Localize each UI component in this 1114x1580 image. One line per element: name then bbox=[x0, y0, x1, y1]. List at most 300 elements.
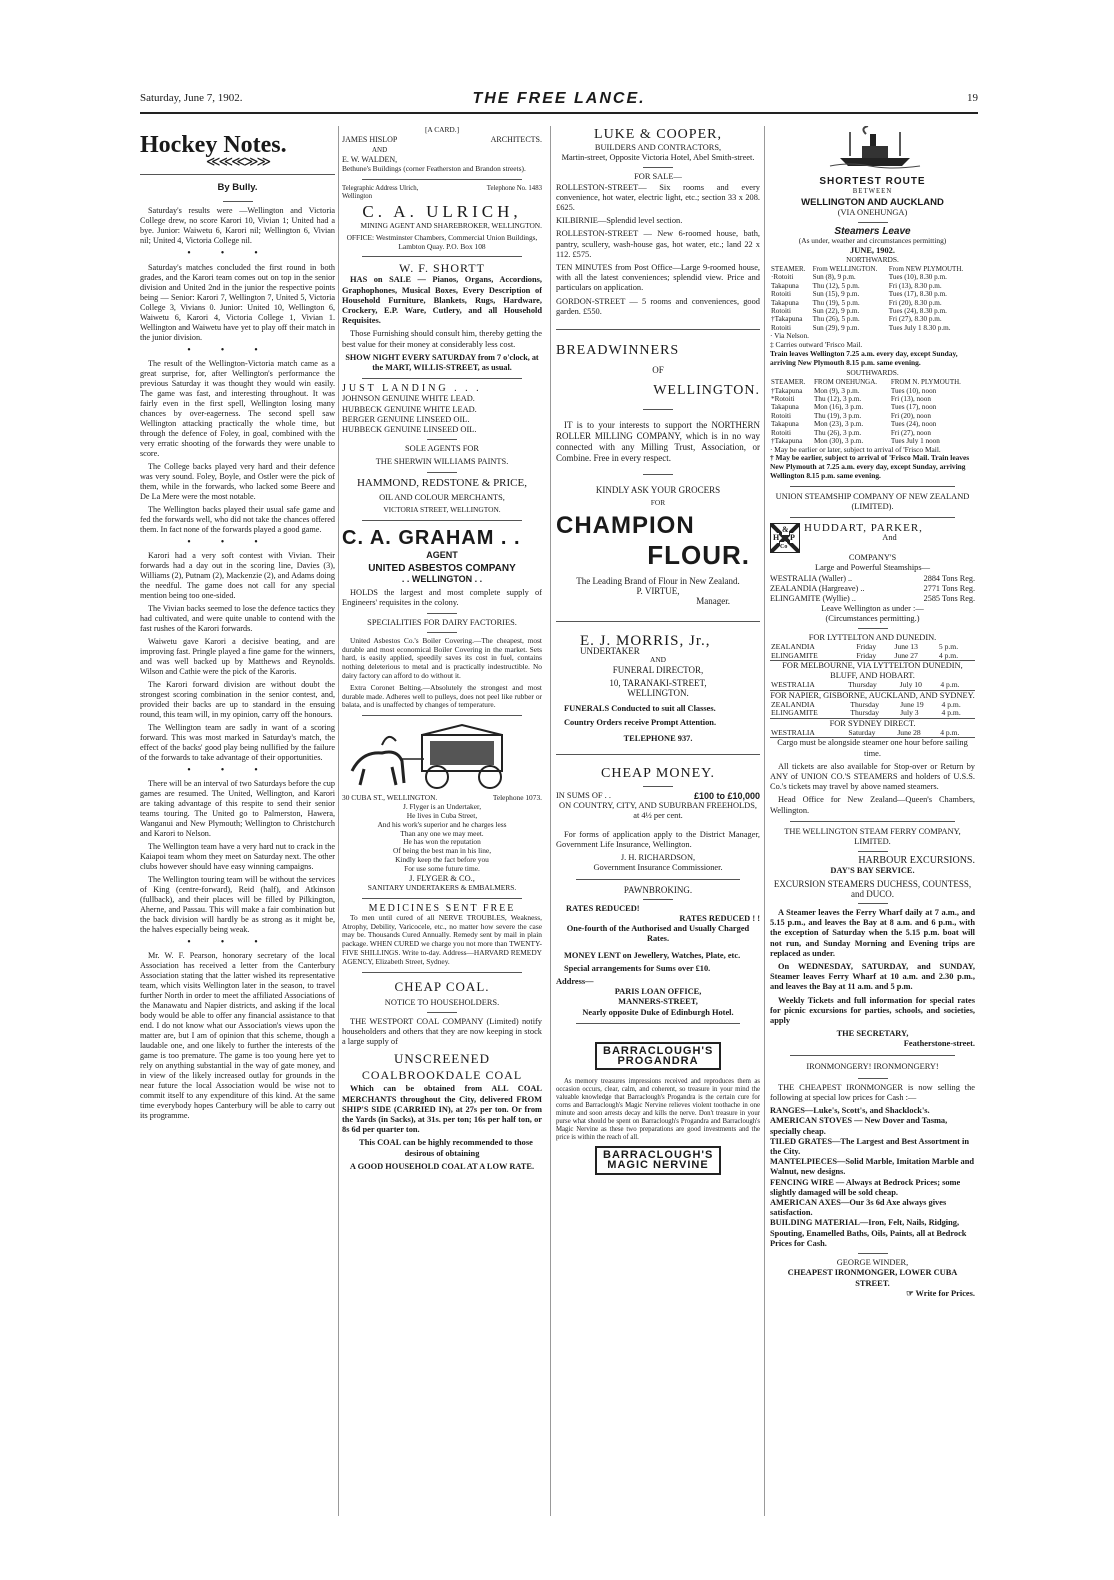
divider bbox=[643, 167, 673, 168]
steamers-leave: Steamers Leave bbox=[834, 226, 911, 238]
taranaki-street: 10, TARANAKI-STREET, bbox=[609, 678, 707, 689]
napier-table bbox=[770, 701, 975, 718]
list-item: AMERICAN AXES—Our 3s 6d Axe always gives satisfaction. bbox=[770, 1198, 947, 1218]
table-cell: Rotoiti bbox=[771, 307, 791, 316]
one-fourth: One-fourth of the Authorised and Usually Charged Rates. bbox=[566, 924, 750, 944]
south-note-2: † May be earlier, subject to arrival of 'Frisco Mail. Train leaves New Plymouth at 7.25 a.m. every day, except Sunday, arriving Wellington 8.15 p.m. same evening. bbox=[770, 453, 970, 480]
luke-role: BUILDERS AND CONTRACTORS, bbox=[594, 143, 722, 152]
tickets-note: All tickets are also available for Stop-over or Return by ANY of UNION CO.'S STEAMERS and holders of U.S.S. Co.'s tickets may travel by above named steamers. bbox=[770, 761, 975, 792]
richardson: J. H. RICHARDSON, bbox=[620, 853, 696, 863]
graham-agent: AGENT bbox=[426, 549, 458, 560]
table-row bbox=[770, 395, 975, 403]
flyger-role: SANITARY UNDERTAKERS & EMBALMERS. bbox=[367, 882, 517, 892]
table-row bbox=[770, 282, 975, 290]
table-row bbox=[770, 412, 975, 420]
divider bbox=[362, 179, 522, 180]
cargo-note: Cargo must be alongside steamer one hour before sailing time. bbox=[770, 737, 975, 758]
column-rule bbox=[550, 126, 551, 1516]
dot-separator-icon: ••• bbox=[187, 536, 288, 548]
table-cell: †Takapuna bbox=[771, 315, 803, 324]
banner-line: PROGANDRA bbox=[617, 1054, 699, 1067]
flour: FLOUR. bbox=[647, 540, 750, 571]
northwards: NORTHWARDS. bbox=[846, 255, 899, 265]
ulrich-phone: Telephone No. 1483 bbox=[486, 185, 542, 192]
coal-body: Which can be obtained from ALL COAL MERCHANTS throughout the City, delivered FROM SHIP'S SIDE (CARRIED IN), at 27s per ton. Or from the Yards (in Sacks), at 31s. per ton; 16s per half ton, or 8s 6d per quarter ton. bbox=[342, 1084, 542, 1135]
table-cell: Fri (13), noon bbox=[890, 395, 931, 404]
list-item: AMERICAN STOVES — New Dover and Tasma, specially cheap. bbox=[770, 1116, 948, 1136]
sale-item: TEN MINUTES from Post Office—Large 9-roomed house, with all the latest conveniences; splendid view. Price and particulars on application. bbox=[556, 263, 760, 293]
table-cell: Fri (20), noon bbox=[890, 411, 931, 420]
divider bbox=[643, 409, 673, 410]
sums-line bbox=[556, 791, 760, 801]
table-cell: Thu (26), 3 p.m. bbox=[814, 428, 862, 437]
hislop-and: AND bbox=[372, 146, 388, 154]
southwards-table bbox=[770, 378, 975, 445]
table-cell: Thu (19), 3 p.m. bbox=[814, 411, 862, 420]
hockey-paragraph: Mr. W. F. Pearson, honorary secretary of the local Association has received a letter from the Canterbury Association stating that the latter wished its representative team, which visits Wellington later in the season, to travel further North in order to meet the affiliated Associations of the Manawatu and Napier districts, and asking if the local body would be able to offer any financial assistance to that end. I do not know what our Association's views upon the matter are, but I am of opinion that this scheme, though a laudable one, and one likely to further the interests of the game is too premature. The game is too young here yet to rely on anything substantial in the way of gate money, and in view of the likely increased outlay for grounds in the near future the local Association would be wise not to commit itself to any expenditure of this kind. At the same time everybody hopes Canterbury will be able to carry out its programme. bbox=[140, 951, 335, 1121]
as-under: (As under, weather and circumstances permitting) bbox=[798, 236, 947, 246]
banner-line: BARRACLOUGH'S bbox=[603, 1149, 714, 1162]
table-cell: †Takapuna bbox=[771, 386, 803, 395]
divider bbox=[140, 174, 335, 175]
rates-reduced-1: RATES REDUCED! bbox=[566, 903, 640, 913]
sale-item: KILBIRNIE—Splendid level section. bbox=[556, 216, 683, 226]
list-item: FENCING WIRE — Always at Bedrock Prices; some slightly damaged will be sold cheap. bbox=[770, 1177, 961, 1197]
coal-title: CHEAP COAL. bbox=[394, 978, 490, 994]
lead-item: JOHNSON GENUINE WHITE LEAD. bbox=[342, 394, 475, 404]
divider bbox=[556, 621, 760, 622]
table-cell: Fri (13), 8.30 p.m. bbox=[888, 281, 942, 290]
unscreened: UNSCREENED bbox=[394, 1051, 490, 1067]
rates-reduced-2: RATES REDUCED ! ! bbox=[679, 913, 760, 923]
verse-line: For use some future time. bbox=[404, 863, 480, 873]
verse-line: He has won the reputation bbox=[403, 837, 481, 847]
divider bbox=[858, 628, 888, 629]
table-cell: Rotoiti bbox=[771, 428, 791, 437]
sherwin-paints: THE SHERWIN WILLIAMS PAINTS. bbox=[375, 457, 509, 467]
hockey-paragraph: The Wellington team have a very hard nut to crack in the Kaiapoi team whom they meet on Saturday next. The other clubs however should have easy winning campaigns. bbox=[140, 842, 335, 872]
divider bbox=[643, 474, 673, 475]
table-cell: Fri (27), 8.30 p.m. bbox=[888, 315, 942, 324]
table-cell: Sun (29), 9 p.m. bbox=[812, 323, 860, 332]
funerals: FUNERALS Conducted to suit all Classes. bbox=[564, 704, 716, 714]
forms-body: For forms of application apply to the District Manager, Government Life Insurance, Wellington. bbox=[556, 829, 760, 849]
table-row bbox=[770, 290, 975, 298]
advertisements-column-4 bbox=[770, 126, 975, 1526]
virtue: P. VIRTUE, bbox=[636, 586, 680, 597]
lead-item: BERGER GENUINE LINSEED OIL. bbox=[342, 414, 470, 424]
leave-wellington: Leave Wellington as under :— bbox=[821, 603, 924, 613]
verse-line: And his work's superior and he charges less bbox=[377, 819, 507, 829]
money-lent: MONEY LENT on Jewellery, Watches, Plate, etc. bbox=[564, 950, 741, 960]
hockey-paragraph: The Wellington touring team will be without the services of King (centre-forward), Reid (half), and Atkinson (fullback), and their places will be filled by Pilkington, Aherne, and Passau. This will make a fair combination but the back division will hardly be as strong as it might be, the halves especially being weak. bbox=[140, 875, 335, 935]
table-cell: Sun (15), 9 p.m. bbox=[812, 290, 860, 299]
masthead-title: THE FREE LANCE. bbox=[472, 90, 646, 107]
hammond-name: HAMMOND, REDSTONE & PRICE, bbox=[356, 476, 527, 489]
table-cell: Tues (17), 8.30 p.m. bbox=[888, 290, 947, 299]
ferry-company: THE WELLINGTON STEAM FERRY COMPANY, LIMITED. bbox=[784, 826, 961, 846]
table-header: From NEW PLYMOUTH. bbox=[888, 265, 964, 274]
lyttelton-table bbox=[770, 643, 975, 660]
swash-ornament-icon: ≪≪≪≫≫ bbox=[205, 155, 270, 170]
divider bbox=[427, 613, 457, 614]
table-cell: Mon (30), 3 p.m. bbox=[814, 437, 864, 446]
large-powerful: Large and Powerful Steamships— bbox=[815, 563, 930, 573]
sale-list bbox=[556, 183, 760, 317]
hockey-paragraph: Karori had a very soft contest with Vivian. Their forwards had a day out in the scoring line, Davies (3), Williams (2), Putnam (2), Mackenzie (2), and Adams doing the needful. The game does not call for any special mention being too one-sided. bbox=[140, 551, 335, 601]
sums-label: IN SUMS OF . . bbox=[556, 791, 611, 801]
southwards: SOUTHWARDS. bbox=[846, 368, 899, 378]
ulrich-telegraph: Telegraphic Address Ulrich, Wellington bbox=[342, 185, 419, 200]
dot-separator-icon: ••• bbox=[187, 344, 288, 356]
divider bbox=[858, 222, 888, 223]
dot-separator-icon: ••• bbox=[187, 248, 288, 260]
table-cell: Thu (12), 3 p.m. bbox=[814, 395, 862, 404]
dot-separator-icon: ••• bbox=[187, 765, 288, 777]
medicines-title: MEDICINES SENT FREE bbox=[368, 902, 516, 914]
hockey-notes-column bbox=[140, 126, 335, 1518]
table-cell: Sun (8), 9 p.m. bbox=[812, 273, 856, 282]
card-label: [A CARD.] bbox=[424, 126, 460, 134]
hockey-paragraph: The result of the Wellington-Victoria match came as a great surprise, for, after Wellington's performance the previous Saturday it was thought they would win easily. The game was fast, and interesting throughout. It was fairly even in the first spell, Wellington losing many chances by over-eagerness. The second spell saw Wellington attacking practically the whole time, but through the defence of Foley, in goal, combined with the very erratic shooting of the forwards they were unable to score. bbox=[140, 358, 335, 458]
table-row bbox=[770, 387, 975, 395]
divider bbox=[858, 851, 888, 852]
table-cell: Tues (24), 8.30 p.m. bbox=[888, 307, 947, 316]
commissioner: Government Insurance Commissioner. bbox=[593, 863, 723, 873]
loan-rate: at 4½ per cent. bbox=[633, 811, 683, 821]
roller-body: IT is to your interests to support the NORTHERN ROLLER MILLING COMPANY, which is in no way connected with any Milling Trust, Association, or Combine. Free in every respect. bbox=[556, 420, 760, 464]
coal-notice: NOTICE TO HOUSEHOLDERS. bbox=[384, 997, 500, 1007]
union-steamship: UNION STEAMSHIP COMPANY OF NEW ZEALAND (LIMITED). bbox=[775, 491, 970, 511]
banner-line: BARRACLOUGH'S bbox=[603, 1044, 714, 1057]
table-cell: Takapuna bbox=[771, 420, 799, 429]
harbour-excursions: HARBOUR EXCURSIONS. bbox=[858, 855, 975, 867]
breadwinners-of: OF bbox=[652, 365, 664, 376]
divider bbox=[858, 903, 888, 904]
divider bbox=[576, 1023, 740, 1024]
excursion-steamers: EXCURSION STEAMERS DUCHESS, COUNTESS, and DUCO. bbox=[773, 878, 972, 899]
table-cell: Mon (23), 3 p.m. bbox=[814, 420, 864, 429]
address-label: Address— bbox=[556, 976, 594, 986]
table-cell: Sun (22), 9 p.m. bbox=[812, 307, 860, 316]
melbourne-table bbox=[770, 681, 975, 689]
divider bbox=[427, 1012, 457, 1013]
table-cell: Mon (9), 3 p.m. bbox=[814, 386, 860, 395]
verse-line: He lives in Cuba Street, bbox=[406, 811, 478, 821]
divider bbox=[427, 439, 457, 440]
table-row: WESTRALIA Saturday June 28 4 p.m. bbox=[771, 727, 960, 737]
table-row bbox=[770, 429, 975, 437]
table-cell: Fri (20), 8.30 p.m. bbox=[888, 298, 942, 307]
table-cell: Rotoiti bbox=[771, 290, 791, 299]
graham-name: C. A. GRAHAM . . bbox=[342, 526, 521, 549]
pawnbroking: PAWNBROKING. bbox=[623, 884, 693, 895]
morris-city: WELLINGTON. bbox=[627, 688, 689, 699]
table-cell: Takapuna bbox=[771, 281, 799, 290]
shortt-name: W. F. SHORTT bbox=[399, 261, 485, 276]
flyger-address: 30 CUBA ST., WELLINGTON. bbox=[342, 793, 438, 803]
oil-colour: OIL AND COLOUR MERCHANTS, bbox=[379, 492, 505, 502]
table-row: ZEALANDIA Friday June 13 5 p.m. bbox=[771, 642, 959, 652]
divider bbox=[858, 1253, 888, 1254]
paris-loan: PARIS LOAN OFFICE, bbox=[614, 987, 702, 997]
table-cell: *Rotoiti bbox=[771, 395, 795, 404]
table-row: ELINGAMITE Friday June 27 4 p.m. bbox=[771, 650, 959, 660]
northwards-table bbox=[770, 265, 975, 332]
just-landing: JUST LANDING . . . bbox=[342, 383, 482, 395]
table-cell: †Takapuna bbox=[771, 437, 803, 446]
funeral-director: FUNERAL DIRECTOR, bbox=[612, 664, 704, 675]
huddart-header bbox=[770, 523, 975, 553]
kindly-ask: KINDLY ASK YOUR GROCERS bbox=[595, 485, 721, 496]
divider bbox=[362, 898, 522, 899]
masthead-date: Saturday, June 7, 1902. bbox=[140, 92, 243, 104]
breadwinners: BREADWINNERS bbox=[556, 343, 680, 359]
divider bbox=[362, 256, 522, 257]
sale-item: ROLLESTON-STREET— Six rooms and every convenience, hot water, electric light, etc.; section 33 x 208. £625. bbox=[556, 182, 760, 213]
via-onehunga: (VIA ONEHUNGA) bbox=[837, 207, 908, 217]
winder-role: CHEAPEST IRONMONGER, LOWER CUBA STREET. bbox=[787, 1268, 958, 1288]
ulrich-office: OFFICE: Westminster Chambers, Commercial Union Buildings, Lambton Quay. P.O. Box 108 bbox=[346, 232, 538, 251]
luke-address: Martin-street, Opposite Victoria Hotel, Abel Smith-street. bbox=[561, 153, 755, 163]
divider bbox=[790, 821, 955, 822]
divider bbox=[643, 786, 673, 787]
steamship-illustration-icon bbox=[770, 126, 975, 170]
weekly-tickets: Weekly Tickets and full information for special rates for picnic excursions for parties, schools, and societies, apply bbox=[770, 995, 975, 1026]
ulrich-contact bbox=[342, 185, 542, 201]
asbestos-company: UNITED ASBESTOS COMPANY bbox=[368, 562, 516, 574]
verse-line: J. Flyger is an Undertaker, bbox=[402, 802, 482, 812]
hockey-paragraph: The Wellington backs played their usual safe game and fed the forwards well, who did not take the chances offered them. In fact none of the forwards played a good game. bbox=[140, 504, 335, 534]
divider bbox=[643, 899, 673, 900]
divider bbox=[556, 754, 760, 755]
train-note: Train leaves Wellington 7.25 a.m. every day, except Sunday, arriving New Plymouth 8.15 p.m. same evening. bbox=[770, 348, 958, 367]
lyttelton-head: FOR LYTTELTON AND DUNEDIN. bbox=[808, 632, 937, 642]
divider bbox=[790, 486, 955, 487]
route: WELLINGTON AND AUCKLAND bbox=[801, 196, 944, 208]
dot-separator-icon: ••• bbox=[187, 937, 288, 949]
table-row bbox=[770, 273, 975, 281]
head-office: Head Office for New Zealand—Queen's Chambers, Wellington. bbox=[770, 795, 975, 815]
divider bbox=[576, 879, 740, 880]
flyger-phone: Telephone 1073. bbox=[492, 793, 542, 803]
hockey-paragraph: The Karori forward division are without doubt the strongest scoring combination in the senior contest, and, provided their backs are up to standard in the ensuing round, this team will, in my opinion, carry off the honours. bbox=[140, 680, 335, 720]
coalbrookdale: COALBROOKDALE COAL bbox=[361, 1068, 523, 1083]
barraclough-progandra-banner bbox=[595, 1042, 721, 1070]
freeholds: ON COUNTRY, CITY, AND SUBURBAN FREEHOLDS, bbox=[559, 801, 757, 811]
masthead bbox=[140, 90, 978, 114]
for-sale: FOR SALE— bbox=[634, 172, 682, 182]
dairy-specialities: SPECIALITIES FOR DAIRY FACTORIES. bbox=[367, 617, 517, 627]
table-header: STEAMER. bbox=[771, 265, 806, 274]
table-cell: Thu (12), 5 p.m. bbox=[812, 281, 860, 290]
coal-good: A GOOD HOUSEHOLD COAL AT A LOW RATE. bbox=[349, 1161, 535, 1171]
sydney-table bbox=[770, 729, 975, 737]
advertisements-column-2 bbox=[342, 126, 542, 1526]
loan-amount: £100 to £10,000 bbox=[693, 791, 760, 802]
undertaker: UNDERTAKER bbox=[580, 645, 640, 656]
table-header: From WELLINGTON. bbox=[812, 265, 878, 274]
hislop-ad bbox=[342, 135, 542, 145]
morris-name: E. J. MORRIS, Jr., bbox=[580, 632, 711, 649]
sole-agents: SOLE AGENTS FOR bbox=[405, 444, 479, 454]
write-for-prices: ☞ Write for Prices. bbox=[906, 1288, 975, 1298]
carries-mail: ‡ Carries outward 'Frisco Mail. bbox=[770, 340, 863, 350]
divider bbox=[362, 715, 522, 716]
page-number: 19 bbox=[967, 92, 978, 104]
divider bbox=[427, 632, 457, 633]
table-cell: Tues (10), noon bbox=[890, 386, 937, 395]
table-header: FROM N. PLYMOUTH. bbox=[890, 378, 961, 387]
table-cell: Thu (26), 5 p.m. bbox=[812, 315, 860, 324]
sale-item: GORDON-STREET — 5 rooms and conveniences, good garden. £550. bbox=[556, 296, 760, 316]
companys: COMPANY'S bbox=[848, 553, 897, 563]
barraclough-nervine-banner bbox=[595, 1146, 721, 1174]
verse-line: Than any one we may meet. bbox=[400, 828, 484, 838]
list-item: MANTELPIECES—Solid Marble, Imitation Marble and Walnut, new designs. bbox=[770, 1157, 975, 1177]
table-cell: Rotoiti bbox=[771, 323, 791, 332]
hockey-paragraph: The College backs played very hard and their defence was very sound. Foley, Boyle, and Ostler were the pick of them, while in the forwards, who lacked some Beere and De La Mere were the most notable. bbox=[140, 461, 335, 501]
boiler-body: United Asbestos Co.'s Boiler Covering.—The cheapest, most durable and most economical Boiler Covering in the market. Sets hard, is easily applied, speedily saves its cost in fuel, contains nothing deleterious to metal and is practically indestructible. No dairy factory can afford to do without it. bbox=[342, 635, 542, 681]
hockey-paragraph: Waiwetu gave Karori a decisive beating, and are improving fast. Pringle played a fine game for the winners, and was well backed up by Matthews and Reynolds. Wilson and Cathie were the pick of the Karoris. bbox=[140, 637, 335, 677]
table-row: WESTRALIA Thursday July 10 4 p.m. bbox=[771, 680, 960, 690]
cheap-money: CHEAP MONEY. bbox=[601, 766, 715, 782]
table-header: FROM ONEHUNGA. bbox=[814, 378, 878, 387]
divider bbox=[858, 1078, 888, 1079]
ironmongery-intro: THE CHEAPEST IRONMONGER is now selling the following at special low prices for Cash :— bbox=[770, 1082, 975, 1103]
ironmongery-list bbox=[770, 1106, 975, 1249]
divider bbox=[223, 201, 253, 202]
column-rule bbox=[338, 126, 339, 1516]
divider bbox=[362, 520, 522, 521]
huddart-name: HUDDART, PARKER, bbox=[804, 523, 923, 535]
featherstone: Featherstone-street. bbox=[903, 1039, 975, 1049]
westport-body: THE WESTPORT COAL COMPANY (Limited) notify householders and others that they are now keeping in stock a large supply of bbox=[342, 1016, 542, 1047]
table-cell: Thu (19), 5 p.m. bbox=[812, 298, 860, 307]
table-cell: Tues (10), 8.30 p.m. bbox=[888, 273, 947, 282]
circumstances: (Circumstances permitting.) bbox=[825, 613, 920, 623]
breadwinners-wellington: WELLINGTON. bbox=[653, 383, 760, 399]
huddart-parker-flag-icon: H & P Co bbox=[770, 523, 800, 553]
coronet-body: Extra Coronet Belting.—Absolutely the strongest and most durable made. Adheres well to pulleys, does not peel like rubber or balata, and is unaffected by changes of temperature. bbox=[342, 682, 542, 710]
for-label: FOR bbox=[650, 498, 666, 508]
champion: CHAMPION bbox=[556, 512, 695, 540]
shortt-body-2: Those Furnishing should consult him, thereby getting the best value for their money at considerably less cost. bbox=[342, 329, 542, 349]
walden-name: E. W. WALDEN, bbox=[342, 155, 398, 165]
verse-line: Kindly keep the fact before you bbox=[395, 855, 489, 865]
divider bbox=[790, 517, 955, 518]
days-bay: DAY'S BAY SERVICE. bbox=[830, 866, 915, 876]
table-cell: Tues July 1 8.30 p.m. bbox=[888, 323, 951, 332]
hearse-illustration-icon bbox=[342, 721, 542, 791]
hislop-role: ARCHITECTS. bbox=[490, 134, 542, 144]
holds-body: HOLDS the largest and most complete supply of Engineers' requisites in the colony. bbox=[342, 588, 542, 608]
table-row: ZEALANDIA Thursday June 19 4 p.m. bbox=[771, 699, 961, 709]
banner-line: MAGIC NERVINE bbox=[607, 1159, 709, 1172]
luke-cooper: LUKE & COOPER, bbox=[594, 127, 722, 142]
table-cell: ·Rotoiti bbox=[771, 273, 794, 282]
table-cell: Takapuna bbox=[771, 298, 799, 307]
coal-recommend: This COAL can be highly recommended to those desirous of obtaining bbox=[359, 1138, 533, 1158]
list-item: RANGES—Luke's, Scott's, and Shacklock's. bbox=[770, 1106, 930, 1116]
hockey-paragraph: The Vivian backs seemed to lose the defence tactics they had cultivated, and were quite unable to contend with the fast rushes of the Karori forwards. bbox=[140, 604, 335, 634]
divider bbox=[362, 378, 522, 379]
divider bbox=[790, 1055, 955, 1056]
table-cell: Tues July 1 noon bbox=[890, 437, 940, 446]
victoria-street: VICTORIA STREET, WELLINGTON. bbox=[383, 504, 501, 514]
manners-street: MANNERS-STREET, bbox=[618, 997, 698, 1007]
advertisements-column-3 bbox=[556, 126, 760, 1526]
walden-address: Bethune's Buildings (corner Featherston and Brandon streets). bbox=[342, 164, 526, 174]
hockey-paragraph: Saturday's matches concluded the first round in both grades, and the Karori team comes out on top in the senior division and United 2nd in the junior the respective points being — Senior: Karori 7, Wellington 7, United 5, Victoria College 3, Vivians 0. Junior: United 10, Wellington 6, Waiwetu 6, Karori 4, Victoria College 1, Vivian 1. Wellington and Waiwetu have yet to play off their match in the junior division. bbox=[140, 262, 335, 342]
ironmongery-head: IRONMONGERY! IRONMONGERY! bbox=[806, 1061, 939, 1071]
sydney-head: FOR SYDNEY DIRECT. bbox=[770, 718, 975, 729]
lead-item: HUBBECK GENUINE LINSEED OIL. bbox=[342, 425, 477, 435]
ulrich-role: MINING AGENT AND SHAREBROKER, WELLINGTON. bbox=[360, 221, 542, 230]
hockey-paragraph: There will be an interval of two Saturdays before the cup games are resumed. The United, Wellington, and Karori are taking advantage of this respite to send their senior teams touring. The United go to Palmerston, Hawera, Wanganui and New Plymouth; Wellington to Christchurch and Karori to Nelson. bbox=[140, 779, 335, 839]
table-cell: Takapuna bbox=[771, 403, 799, 412]
divider bbox=[427, 472, 457, 473]
table-cell: Mon (16), 3 p.m. bbox=[814, 403, 864, 412]
melbourne-head: FOR MELBOURNE, VIA LYTTELTON DUNEDIN, BLUFF, AND HOBART. bbox=[770, 660, 975, 681]
winder-name: GEORGE WINDER, bbox=[836, 1258, 909, 1268]
table-cell: Tues (17), noon bbox=[890, 403, 937, 412]
ship-row: ZEALANDIA (Hargreave) .. 2771 Tons Reg. bbox=[770, 583, 975, 593]
shortt-body: HAS on SALE — Pianos, Organs, Accordions, Graphophones, Musical Boxes, Every Description of Household Furniture, Blankets, Rugs, Hardware, Crockery, E.P. Ware, Cutlery, and all Household Requisites. bbox=[342, 275, 542, 326]
shortest-route: SHORTEST ROUTE bbox=[819, 176, 926, 188]
table-cell: Rotoiti bbox=[771, 411, 791, 420]
table-cell: Tues (24), noon bbox=[890, 420, 937, 429]
lead-item: HUBBECK GENUINE WHITE LEAD. bbox=[342, 404, 477, 414]
country-orders: Country Orders receive Prompt Attention. bbox=[564, 717, 717, 727]
table-row bbox=[770, 420, 975, 428]
huddart-and: And bbox=[882, 533, 897, 543]
lead-list bbox=[342, 394, 542, 435]
and-label: AND bbox=[649, 655, 666, 665]
flyger-name: J. FLYGER & CO., bbox=[409, 873, 475, 883]
steamer-body: A Steamer leaves the Ferry Wharf daily at 7 a.m., and 5.15 p.m., and leaves the Bay at 8 a.m. and 6 p.m., with the exception of Saturday when the 5.15 p.m. boat will not run, and Sunday Morning and Evening trips are replaced as under. bbox=[770, 908, 975, 958]
manager: Manager. bbox=[696, 596, 730, 607]
show-night: SHOW NIGHT EVERY SATURDAY from 7 o'clock, at the MART, WILLIS-STREET, as usual. bbox=[345, 352, 539, 373]
table-row bbox=[770, 403, 975, 411]
leading-brand: The Leading Brand of Flour in New Zealand. bbox=[576, 576, 740, 587]
table-row bbox=[770, 307, 975, 315]
ship-row: ELINGAMITE (Wyllie) .. 2585 Tons Reg. bbox=[770, 593, 975, 603]
list-item: BUILDING MATERIAL—Iron, Felt, Nails, Ridging, Spouting, Enamelled Baths, Oils, Paints, all at Bedrock Prices for Cash. bbox=[770, 1218, 967, 1248]
hockey-paragraph: The Wellington team are sadly in want of a scoring forward. This was most marked in Saturday's match, the effect of the backs' good play being nullified by the failure of the forwards to take advantage of their opportunities. bbox=[140, 723, 335, 763]
table-cell: Fri (27), noon bbox=[890, 428, 931, 437]
ulrich-name: C. A. ULRICH, bbox=[362, 202, 522, 221]
napier-head: FOR NAPIER, GISBORNE, AUCKLAND, AND SYDNEY. bbox=[770, 690, 975, 700]
sale-item: ROLLESTON-STREET — New 6-roomed house, bath, pantry, scullery, wash-house gas, hot water, etc.; land 22 x 112. £575. bbox=[556, 229, 760, 259]
table-row bbox=[770, 299, 975, 307]
table-row: ELINGAMITE Thursday July 3 4 p.m. bbox=[771, 708, 961, 718]
hockey-title: Hockey Notes. bbox=[140, 132, 287, 158]
via-nelson: · Via Nelson. bbox=[770, 331, 810, 341]
wed-sat-sun: On WEDNESDAY, SATURDAY, and SUNDAY, Steamer leaves Ferry Wharf at 10 a.m. and 2.30 p.m., and leaves the Bay at 11 a.m. and 5 p.m. bbox=[770, 962, 975, 992]
divider bbox=[362, 972, 522, 973]
table-row bbox=[770, 315, 975, 323]
between: BETWEEN bbox=[852, 188, 893, 196]
morris-telephone: TELEPHONE 937. bbox=[623, 733, 693, 743]
column-rule bbox=[764, 126, 765, 1516]
special-arrangements: Special arrangements for Sums over £10. bbox=[564, 963, 711, 973]
south-note-1: · May be earlier or later, subject to arrival of 'Frisco Mail. bbox=[770, 444, 941, 454]
table-header: STEAMER. bbox=[771, 378, 806, 387]
ship-row: WESTRALIA (Waller) .. 2884 Tons Reg. bbox=[770, 573, 975, 583]
barraclough-body: As memory treasures impressions received and reproduces them as occasion occurs, clear, calm, and coherent, so treasure in your mind the valuable knowledge that Barraclough's Progandra is the certain cure for corns and Barraclough's Magic Nervine relieves violent toothache in one minute and soon arrests decay and kills the nerve. Don't treasure in your purse what should be spent on Barraclough's Progandra and Barraclough's Magic Nervine as these two preparations are good investments and the price is within the reach of all. bbox=[556, 1078, 760, 1142]
secretary: THE SECRETARY, bbox=[836, 1029, 909, 1039]
